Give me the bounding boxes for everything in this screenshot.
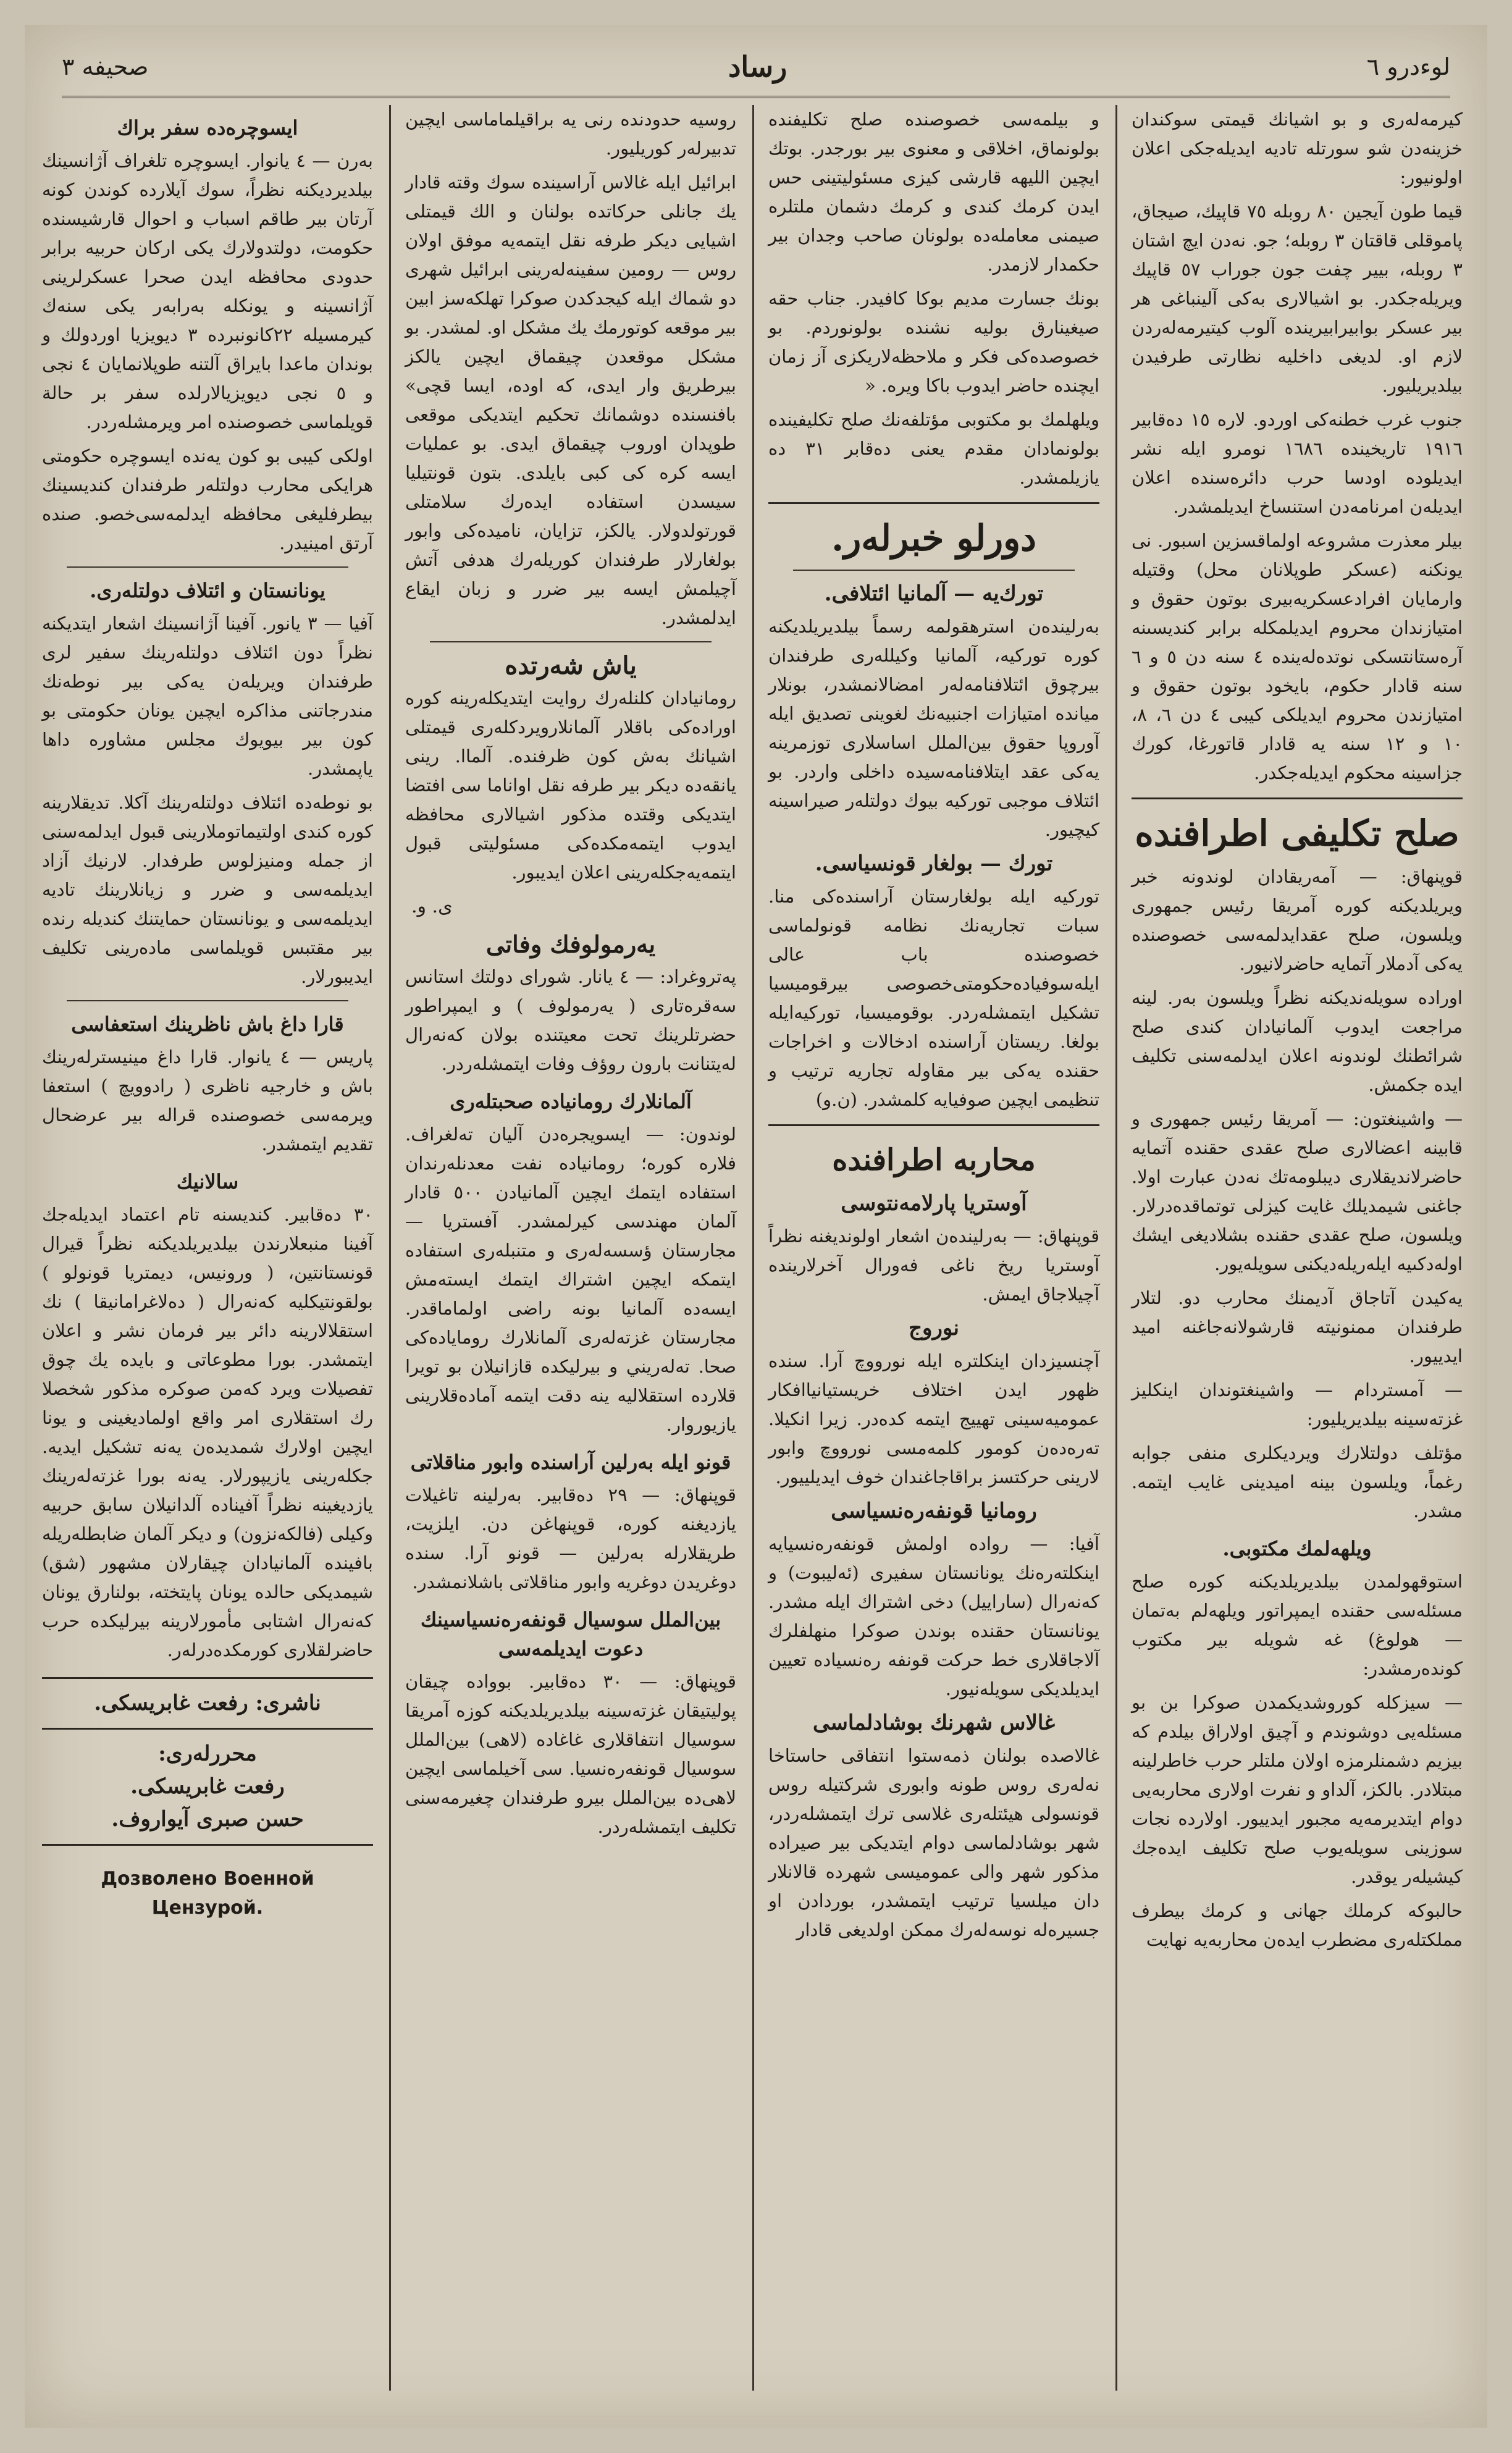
divider — [768, 1124, 1099, 1126]
article-text: بيلر معذرت مشروعه اولماقسزين اسبور. نى يونكنه (عسكر طوپلانان محل) وقتيله وارمايان افرادعسكريەبيرى بوتون حقوق و امتيازندان محروم ايديلمكله برابر كنديسىنه آرەستانتسكى نوتدەلەيندە ٤ سنه دن ٥ و ٦ سنه قادار حكوم، بايخود بوتون حقوق و امتيازندن محروم ايديلكى كيبى ٤ دن ٦، ٨، ١٠ و ١٢ سنه يە قادار قاتورغا، كورك جزاسينه محكوم ايديلەجكدر. — [1132, 530, 1463, 783]
article-text: بەرن — ٤ يانوار. ايسوچره تلغراف آژانسينك بيلديرديكنه نظراً، سوك آيلارده كوندن كونه آرتان بير طاقم اسباب و احوال قارشيسنده حكومت، دولتدولارك يكى اركان حربيه برابر حدودى محافظه ايدن صحرا عسكرلرينى آژانسينه و يونكله بەرابەر يكى سنەك كيرمسيلە ٢٢كانونبرده ٣ ديويزيا اوردولك و بوندان ماعدا بايراق آلتنه طوپلانمايان ٤ نجى و ٥ نجى ديويزيالارلده سفر بر حالة قويلماسى خصوصنده امر ويرمشلەردر. — [42, 150, 373, 432]
newspaper-page — [25, 25, 1487, 2428]
article-text: حالبوكه كرملك جهانى و كرمك بيطرف مملكتلەرى مضطرب ايدەن محاربەيه نهايت — [1132, 1900, 1463, 1950]
article-text: رومانيادان كلنلەرك روايت ايتديكلەرينه كوره اوراده‌كى باقلار آلمانلاروير‌دكلەرى قيمتلى اشيانك بەش كون ظرفنده. آلماا. رينى يانقەدە ديكر بير طرفه نقل اواناما سى افتضا ايتديكى وقتده مذكور اشيالارى محافظه ايدوب ايتمەمكده‌كى مسئوليتى قبول ايتمەيەجكلەرينى اعلان ايديبور. — [405, 688, 736, 883]
article-text: ٣٠ دەقابير. كنديسنه تام اعتماد ايديلەجك آفينا منبعلارندن بيلديريلديكنه نظراً قيرال قونستانتين، ( ورونيس، ديمتريا قونولو ) بولقونتيكليه كەنەرال ( دەلاغرامانيقا ) نك استقلالارينه دائر بير فرمان نشر و اعلان ايتمشدر. بورا مطوعاتى و بايده يك چوق تفصيلات ويرد كەمن صوكره مذكور شخصلا رك استقلارى امر واقع اولماديغينى و يونا ايچين اولارك شمديدەن يەنه تشكيل ايديە. جكلەرينى يازيپورلار. يەنه بورا غزتەلەرينك يازديغينه نظراً آفيناده آلدانيلان سابق حربيه وكيلى (فالكەنزون) و ديكر آلمان ضابطلەريله بافينده آلمانيادان چيقارلان مشهور (شق) شيمديكى حالده يونان پايتخته، بولنارق يونان كەنەرال اشتابى مأمورلارينه بيرليكده حرب حاضرلقلارى كورمكده‌درلەر. — [42, 1204, 373, 1660]
editor-name: حسن صبرى آيواروف. — [111, 1807, 304, 1832]
subheadline: تورك‌يه — آلمانيا ائتلافى. — [824, 581, 1044, 606]
column-rule — [1115, 105, 1117, 2391]
column-2 — [757, 105, 1111, 2391]
article-text: مؤتلف دولتلارك ويرديكلرى منفى جوابه رغماً، ويلسون بينه اميدينى غايب ايتمه. مشدر. — [1132, 1442, 1463, 1521]
article-text: لوندون: — ايسويجرەدن آليان تەلغراف. فلاره كوره؛ رومانياده نفت معدنلەرندان استفاده ايتمك ايچين آلمانيادن ٥٠٠ قادار آلمان مهندسى كيرلمشدر. آفستريا — مجارستان ؤسسەلەرى و متنبلەرى استفاده ايتمكه ايچين اشتراك ايتمك ايستەمش ايسەده آلمانيا بونه راضى اولماماقدر. مجارستان غزتەلەرى آلمانلارك روماياده‌كى صحا. تەلەريني و بيرليكده قازانيلان بو تويرا قلارده استقلاليه ينه دقت ايتمه آماده‌قلارينى يازيوروار. — [405, 1124, 736, 1435]
article-text: قيما طون آيجين ٨٠ روبلە ٧٥ قاپيك، صيجاق، پاموقلى قاقتان ٣ روبلە؛ جو. نەدن ايچ اشتان ٣ روبلە، بيير چفت جون جوراب ٥٧ قاپيك ويريلەجكدر. بو اشيالارى بەكى آلينباغى هر بير عسكر بوابيرابيرينده آلوب كيتيرمەلەردن لازم او. لديغى داخليه نظارتى طرفيدن بيلديريليور. — [1132, 201, 1463, 396]
imprint-box — [42, 1677, 373, 1846]
article-text: آچنسيزدان اينكلترە ايله نورووچ آرا. سنده ظهور ايدن اختلاف خريستيانياافكار عمومیەسینى تهيیج ايتمه كده‌در. زيرا انكيلا. تەرەدەن كومور كلمەمسى نورووچ وابور لارينى حركتسز براقاجاغندان خوف ايديلييور. — [768, 1350, 1099, 1487]
article-text: اولكى كيبى بو كون يەنده ايسوچره حكومتى هرايكى محارب دولتلەر طرفندان كنديسينك بيطرفليغى محافظه ايدلمەسى‌خصو. صنده آرتق امينيدر. — [42, 445, 373, 553]
subheadline: رومانيا قونفەرەنسياسى — [831, 1499, 1037, 1523]
column-4 — [31, 105, 384, 2391]
editors-label: محررلەرى: — [158, 1741, 257, 1766]
headline-wilhelm-letter: ويلهەلمك مكتوبى. — [1222, 1537, 1372, 1560]
divider — [430, 641, 712, 642]
headline-peace-proposal: صلح تكليفى اطرافنده — [1135, 812, 1460, 854]
article-text: بو نوطەدە ائتلاف دولتلەرينك آكلا. تديقلارينه كوره كندى اولتيماتوملارينى قبول ايدلمەسنى از جمله ومنيزلوس طرفدار. لارنيك آزاد ايديلمەسى و ضرر و زيانلارينك تاديه ايديلمەسى و يونانستان حمايتنك كنديله رنده بير مقتبس قويلماسى مادەرينى تكليف ايديبورلار. — [42, 792, 373, 987]
article-text: استوقهولمدن بيلديريلديكنه كوره صلح مسئلەسى حقنده ايمپراتور ويلهەلم بەتمان — هولوغ) غه شويله بير مكتوب كوندەرمشدر: — [1132, 1571, 1463, 1679]
column-rule — [389, 105, 391, 2391]
headline-montenegro: قارا داغ باش ناظرينك استعفاسى — [71, 1012, 344, 1036]
divider — [67, 1000, 348, 1001]
publisher-line: ناشرى: رفعت غابريسكى. — [94, 1691, 321, 1715]
article-text: و بيلمەسى خصوصنده صلح تكليفنده بولونماق، اخلاقى و معنوى بير بورجدر. بوتك ايچين الليهه قارشى كيزى مسئوليتينى حس ايدن كرمك كندى و كرمك دشمان ملتلرە صيمنى معاملەدە بولونان صاحب وجدان بير حكمدار لازمدر. — [768, 109, 1099, 275]
article-text: آفيا — ٣ يانور. آفينا آژانسينك اشعار ايتديكنه نظراً دون ائتلاف دولتلەرينك سفير لرى طرفندان ويريلەن يەكى بير نوطەنك مندرجاتنى مذاكره ايچين يونان حكومتى بو كون بير بيويوك مجلس مشاوره داها ياپمشدر. — [42, 613, 373, 779]
headline-switzerland: ايسوچرەده سفر براك — [117, 116, 298, 140]
divider — [67, 566, 348, 568]
article-text: — آمستردام — واشينغتوندان اينكليز غزتەسينه بيلديريليور: — [1132, 1379, 1463, 1429]
article-text: اورادە سويلەنديكنه نظراً ويلسون بەر. لينه مراجعت ايدوب آلمانيادان كندى صلح شرائطنك لوندونه اعلان ايدلمەسنى تكليف ايده جكمش. — [1132, 987, 1463, 1095]
headline-salonika: سالانيك — [176, 1170, 239, 1193]
issue-number-right: لوءدرو ٦ — [1366, 53, 1450, 80]
masthead — [62, 37, 1450, 96]
masthead-rule — [62, 96, 1450, 98]
headline-death: يەرمولوفك وفاتى — [485, 930, 656, 958]
article-text: كيرمەلەرى و بو اشيانك قيمتى سوكندان خزينەدن شو سورتلە تاديه ايديلەجكى اعلان اولونيور: — [1132, 109, 1463, 188]
headline: ياش شەرتدە — [505, 651, 637, 680]
subheadline: قونو ايلە بەرلين آراسنده وابور مناقلاتى — [410, 1450, 731, 1474]
divider — [768, 502, 1099, 504]
subheadline: تورك — بولغار قونسياسى. — [815, 851, 1053, 876]
article-text: آفيا: — روادە اولمش قونفەرەنسيايه اينكلتەرەنك يونانستان سفيرى (ئەليبوت) و كەنەرال (ساراييل) دخى اشتراك ايله مشدر. يونانستان حقنده بوندن صوكرا منهلفلرك آلاجاقلارى خط حركت قونفه رەنسيادە تعيين ايديلديكى سويلەنيور. — [768, 1533, 1099, 1699]
article-text: پەتروغراد: — ٤ يانار. شوراى دولتك استانس سەقرەتارى ( يەرمولوف ) و ايمپراطور حضرتلرينك تحت معيتنده بولان كەنەرال لەيتنانت بارون روؤف وفات ايتمشلەردر. — [405, 966, 736, 1074]
newspaper-title: رساد — [728, 49, 788, 83]
column-rule — [752, 105, 754, 2391]
divider — [1132, 797, 1463, 799]
editor-name: رفعت غابريسكى. — [130, 1774, 285, 1799]
article-text: — واشينغتون: — آمريقا رئيس جمهورى و قابينه اعضالارى صلح عقدى حقنده آتمايه حاضرلانديقلارى ديبلومەتك نەدن عبارت اولا. جاغنى شيمديلك غايت كيزلى توتماقدەدرلار. ويلسون، صلح عقدى حقنده بشلاديغى ايشك اولەدكىيە ايلەريلەديكنى سويلەيور. — [1132, 1108, 1463, 1274]
headline-greece: يونانستان و ائتلاف دولتلەرى. — [90, 579, 326, 602]
divider — [42, 1728, 373, 1730]
article-text: توركيه ايله بولغارستان آراسنده‌كى منا. سبات تجاريەنك نظامه قونولماسى خصوصنده باب عالى ايلەسوفيادەحكومتى‌خصوصى بيرقوميسيا تشكيل ايتمشلەردر. بوقوميسيا، توركيه‌ايلە بولغا. ريستان آراسنده ادخالات و اخراجات حقنده يەكى بير مقاوله تجاريه ترتيب و تنظيمى ايچين صوفيايه كلمشدر. (ن.و) — [768, 886, 1099, 1110]
subheadline: آوستريا پارلامەنتوسى — [841, 1191, 1027, 1216]
subheadline: غالاس شهرنك بوشادلماسى — [813, 1710, 1055, 1735]
column-1 — [1120, 105, 1474, 2391]
article-text: ابرائيل ايلە غالاس آراسينده سوك وقته قادار يك جانلى حركاتده بولنان و الك قيمتلى اشيايى ديكر طرفه نقل ايتمەيه موفق اولان روس — رومين سفينەلەرينى ابرائيل شهرى دو شماك ايله كيجدكدن صوكرا تهلكەسز ابين بير موقعه كوتورمك يك مشكل او. لمشدر. بو مشكل موقعدن چيقماق ايچين يالكز بيرطريق وار ايدى، كه اوده، ايسا قچى» بافنسنده دوشمانك تحكيم ايتديكى موقعى طوپدان اوروب چيقماق ايدى. بو عمليات ايسه كره كى كبى بايلدى. بتون قونتيليا سيسدن استفاده ايدەرك سلامتلى قورتولدولار. يالكز، تزايان، ناميده‌كى وابور بولغارلار طرفندان كوريلەرك هدفى آتش آچيلمش ايسه بير ضرر و زبان ايقاع ايدلمشدر. — [405, 172, 736, 628]
censor-stamp: Дозволено Военной Цензурой. — [101, 1868, 314, 1919]
subheadline: بين‌الملل سوسيال قونفەرەنسياسينك دعوت ايديلمەسى — [420, 1608, 721, 1660]
article-text: جنوب غرب خطنه‌كى اوردو. لاره ١٥ دەقابير ١٩١٦ تاريخيندە ١٦٨٦ نومرو ايلە نشر ايديلوده اودسا حرب دائرەسنده اعلان ايديلەن امرنامەدن استنساخ ايديلمشدر. — [1132, 409, 1463, 517]
article-text: غالاصده بولنان ذمەستوا انتفاقى حاستاخا نەلەرى روس طونه وابورى شركتيله روس قونسولى هيئتلەرى غلاسى ترك ايتمشلەردر، شهر بوشادلماسى دوام ايتديكى بير صيرادە مذكور شهر والى عموميسى شهردە قالانلار دان ميلسيا ترتيب ايتمشدر، بوردادن او جسيرەلە نوسەلەرك ممكن اولديغى قادار — [768, 1745, 1099, 1940]
subheadline: نورو‌ج — [909, 1316, 959, 1340]
article-text: قوپنهاق: — بەرليندەن اشعار اولونديغنه نظراً آوستريا ريخ ناغى فەورال آخرلارينده آچيلاجاق ايمش. — [768, 1226, 1099, 1305]
divider — [793, 570, 1075, 571]
article-text: روسيه حدودنده رنى يه براقيلماماسى ايچين تدبيرلەر كوريليور. — [405, 109, 736, 159]
page-number-left: صحيفه ٣ — [62, 53, 149, 80]
article-text: بونك جسارت مديم بوكا كافيدر. جناب حقه صيغينارق بوليه نشنده بولونوردم. بو خصوصدەكى فكر و ملاحظەلاريكزى آز زمان ايچنده حاضر ايدوب باكا ويره. « — [768, 288, 1099, 396]
article-text: — سيزكله كوروشديكمدن صوكرا بن بو مسئلەيى دوشوندم و آچيق اولاراق بيلدم كە بيزيم دشمنلرمزه اولان ملتلر حرب خاطرلينه مبتلادر. بالكز، آلداو و نفرت اولارى محاربەيى دوام ايتديرمەيە مجبور ايدييور. اولارده نجات سوزينى سويلەيوب صلح تكليف ايدەجك كيشيلەر يوقدر. — [1132, 1692, 1463, 1887]
headline-various-news: دورلو خبرلەر. — [831, 517, 1036, 559]
article-text: يەكيدن آتاجاق آديمنك محارب دو. لتلار طرفندان ممنونيته قارشولانەجاغنه اميد ايدييور. — [1132, 1287, 1463, 1366]
article-text: قوپنهاق: — ٣٠ دەقابير. بووادە چيقان پوليتيقان غزتەسينه بيلديريلديكنه كوزه آمريقا سوسيال انتفاقلارى غاغاده (لاهى) بين‌الملل سوسيال قونفەرەنسيا. سى آخيلماسى ايچين لاهى‌ده بين‌الملل بيرو طرفندان چغيرمەسنى تكليف ايتمشلەردر. — [405, 1671, 736, 1837]
article-text: ويلهلمك بو مكتوبى مؤتلفەنك صلح تكليفينده بولونمادان مقدم يعنى دەقابر ٣١ دە يازيلمشدر. — [768, 409, 1099, 488]
article-text: پاريس — ٤ يانوار. قارا داغ مينيسترلەرينك باش و خارجيه ناظرى ( رادوويچ ) استعفا ويرمەسى خصوصنده قراله بير عرضحال تقديم ايتمشدر. — [42, 1046, 373, 1155]
article-text: قوپنهاق: — ٢٩ دەقابير. بەرلينه تاغيلات يازديغنه كوره، قوپنهاغن دن. ايلزيت، طريقلارلە بەرلين — قونو آرا. سنده دوغريدن دوغريه وابور مناقلاتى باشلانمشدر. — [405, 1484, 736, 1593]
subheadline: آلمانلارك رومانياده صحبتلەرى — [450, 1090, 692, 1113]
article-text: قوپنهاق: — آمەريقادان لوندونه خبر ويريلديكنه كوره آمريقا رئيس جمهورى ويلسون، صلح عقدايدلمەسى خصوصنده يەكى آدملار آتمايه حاضرلانيور. — [1132, 866, 1463, 974]
headline-war: محاربه اطرافنده — [832, 1143, 1036, 1177]
article-text: بەرلينده‌ن استرهقولمه رسماً بيلديريلديكنه كوره توركيه، آلمانيا وكيللەرى طرفندان بيرچوق ائتلافنامەلەر امضالانمشدر، بونلار ميانده امتيازات اجنبيەنك لغوينى تصديق ايله آوروپا حقوق بين‌الملل اساسلارى توزمرينه يەكى عقد ايتلافنامەسيده داخلى واردر. بو ائتلاف موجبى توركيه بيوك دولتلەر صيراسينه كيچيور. — [768, 616, 1099, 840]
column-3 — [394, 105, 747, 2391]
signature: ى. و. — [411, 896, 453, 917]
